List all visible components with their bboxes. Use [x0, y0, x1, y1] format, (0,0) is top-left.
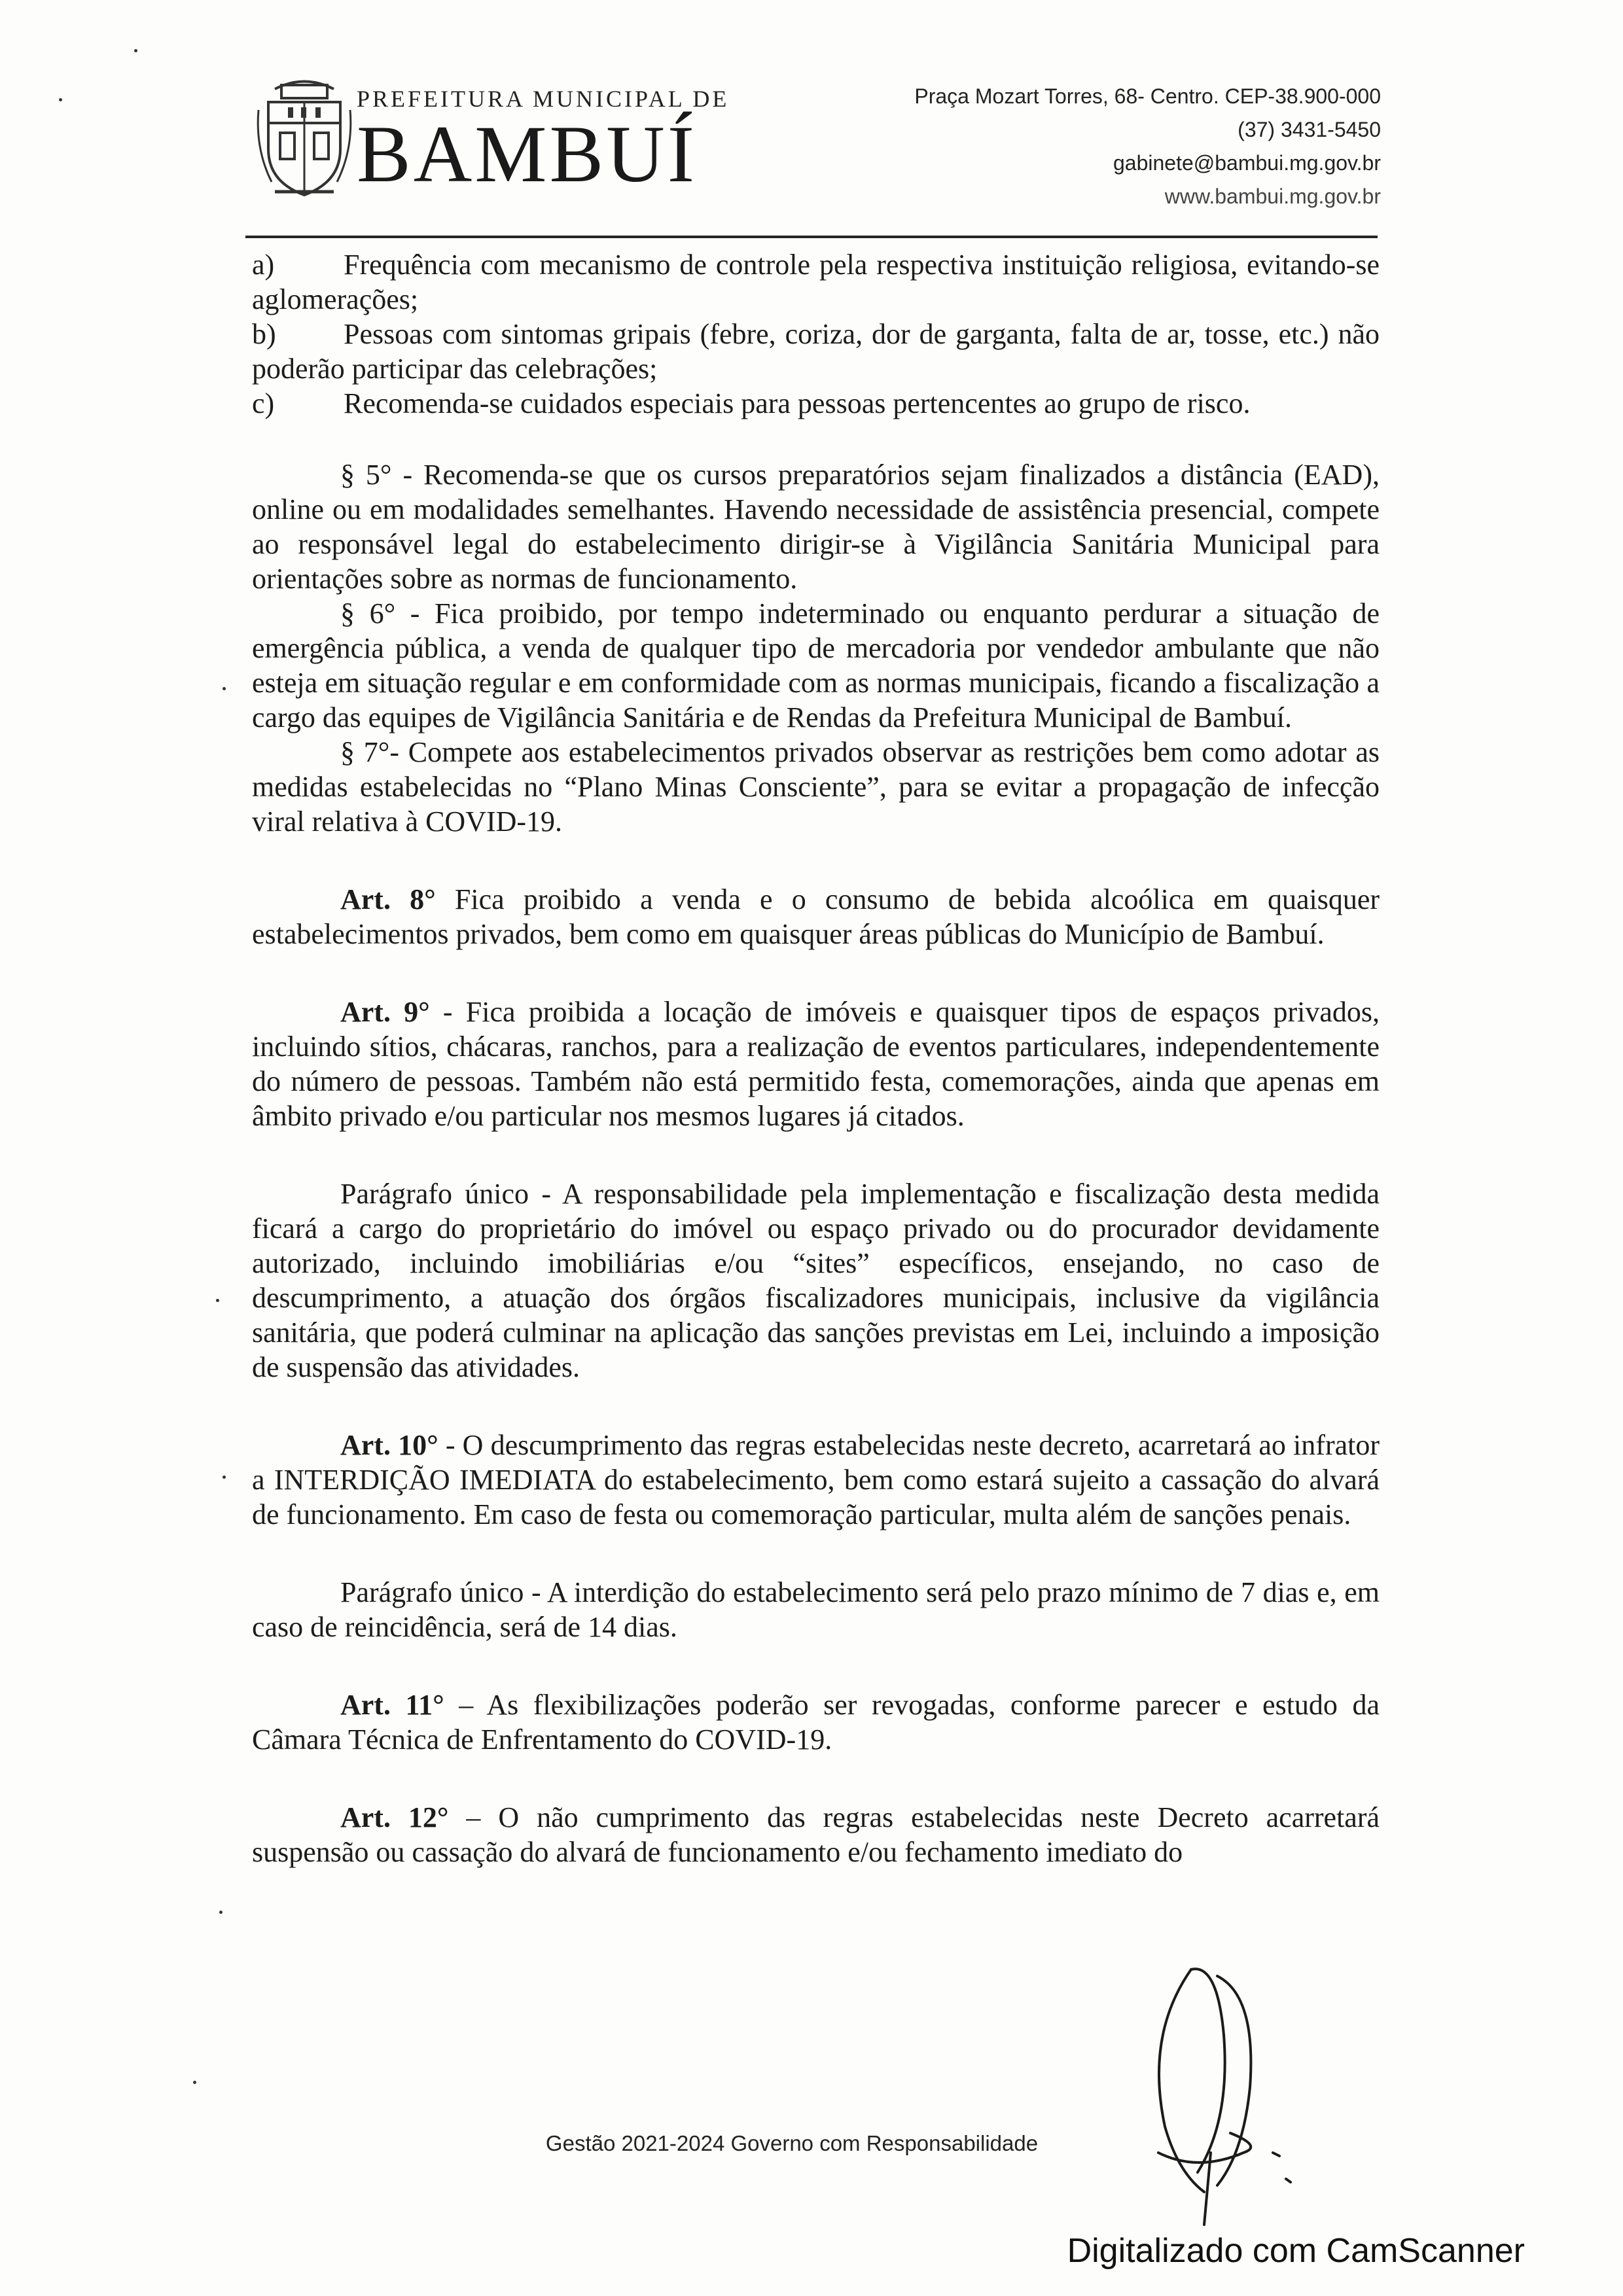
article-10 [252, 1428, 1380, 1532]
article-12-label: Art. 12° [340, 1801, 449, 1833]
article-9-sole-paragraph: Parágrafo único - A responsabilidade pela implementação e fiscalização desta medida ficará a cargo do proprietário do imóvel ou espaço privado ou do procurador devidamente autorizado, incluindo imobiliárias e/ou “sites” específicos, ensejando, no caso de descumprimento, a atuação dos órgãos fiscalizadores municipais, inclusive da vigilância sanitária, que poderá culminar na aplicação das sanções previstas em Lei, incluindo a imposição de suspensão das atividades. [252, 1178, 1380, 1383]
contact-email: gabinete@bambui.mg.gov.br [1113, 151, 1381, 175]
paragraph-5: § 5° - Recomenda-se que os cursos preparatórios sejam finalizados a distância (EAD), online ou em modalidades semelhantes. Havendo necessidade de assistência presencial, compete ao responsável legal do estabelecimento dirigir-se à Vigilância Sanitária Municipal para orientações sobre as normas de funcionamento. [252, 459, 1380, 595]
article-10-sole-paragraph: Parágrafo único - A interdição do estabelecimento será pelo prazo mínimo de 7 dias e, em caso de reincidência, será de 14 dias. [252, 1576, 1380, 1643]
article-9-text: - Fica proibida a locação de imóveis e quaisquer tipos de espaços privados, incluindo sítios, chácaras, ranchos, para a realização de eventos particulares, independentemente do número de pessoas. Também não está permitido festa, comemorações, ainda que apenas em âmbito privado e/ou particular nos mesmos lugares já citados. [252, 996, 1380, 1132]
list-item-letter: c) [252, 387, 275, 419]
letterhead-divider [245, 236, 1378, 238]
article-12-text: – O não cumprimento das regras estabelecidas neste Decreto acarretará suspensão ou cassação do alvará de funcionamento e/ou fechamento imediato do [252, 1801, 1380, 1868]
list-item-letter: a) [252, 249, 275, 281]
article-8 [252, 882, 1380, 951]
municipal-crest-icon [255, 71, 353, 202]
article-10-text: - O descumprimento das regras estabelecidas neste decreto, acarretará ao infrator a INTERDIÇÃO IMEDIATA do estabelecimento, bem como estará sujeito a cassação do alvará de funcionamento. Em caso de festa ou comemoração particular, multa além de sanções penais. [252, 1429, 1380, 1530]
list-item [252, 317, 1380, 386]
handwritten-signature [1119, 1956, 1302, 2231]
list-item-text: Frequência com mecanismo de controle pela respectiva instituição religiosa, evitando-se aglomerações; [252, 249, 1380, 315]
article-9-label: Art. 9° [340, 996, 430, 1028]
paragraph-6: § 6° - Fica proibido, por tempo indeterminado ou enquanto perdurar a situação de emergência pública, a venda de qualquer tipo de mercadoria por vendedor ambulante que não esteja em situação regular e em conformidade com as normas municipais, ficando a fiscalização a cargo das equipes de Vigilância Sanitária e de Rendas da Prefeitura Municipal de Bambuí. [252, 597, 1380, 733]
list-item-text: Recomenda-se cuidados especiais para pessoas pertencentes ao grupo de risco. [344, 387, 1251, 419]
page-footer [0, 2131, 1623, 2156]
article-10-label: Art. 10° [340, 1429, 438, 1461]
article-11-label: Art. 11° [340, 1689, 444, 1721]
list-item-letter: b) [252, 318, 276, 350]
article-11-text: – As flexibilizações poderão ser revogadas, conforme parecer e estudo da Câmara Técnica de Enfrentamento do COVID-19. [252, 1689, 1380, 1756]
paragraph-7: § 7°- Compete aos estabelecimentos privados observar as restrições bem como adotar as medidas estabelecidas no “Plano Minas Consciente”, para se evitar a propagação de infecção viral relativa à COVID-19. [252, 736, 1380, 838]
letterhead-city: BAMBUÍ [357, 109, 698, 199]
article-9 [252, 995, 1380, 1133]
article-8-text: Fica proibido a venda e o consumo de bebida alcoólica em quaisquer estabelecimentos privados, bem como em quaisquer áreas públicas do Município de Bambuí. [252, 883, 1380, 950]
article-12 [252, 1800, 1380, 1869]
list-item-text: Pessoas com sintomas gripais (febre, coriza, dor de garganta, falta de ar, tosse, etc.) não poderão participar das celebrações; [252, 318, 1380, 385]
article-11 [252, 1687, 1380, 1757]
contact-address: Praça Mozart Torres, 68- Centro. CEP-38.900-000 [914, 84, 1381, 108]
footer-motto: Gestão 2021-2024 Governo com Responsabilidade [545, 2131, 1039, 2155]
list-item [252, 386, 1380, 421]
article-8-label: Art. 8° [340, 883, 436, 915]
letterhead-brand [357, 85, 730, 199]
scanner-watermark: Digitalizado com CamScanner [1067, 2232, 1525, 2270]
letterhead-prefix: PREFEITURA MUNICIPAL DE [357, 86, 730, 112]
contact-website: www.bambui.mg.gov.br [1164, 185, 1381, 208]
decree-body [252, 247, 1380, 1869]
list-item [252, 247, 1380, 317]
contact-phone: (37) 3431-5450 [1238, 118, 1381, 141]
letterhead-contact [914, 80, 1381, 213]
